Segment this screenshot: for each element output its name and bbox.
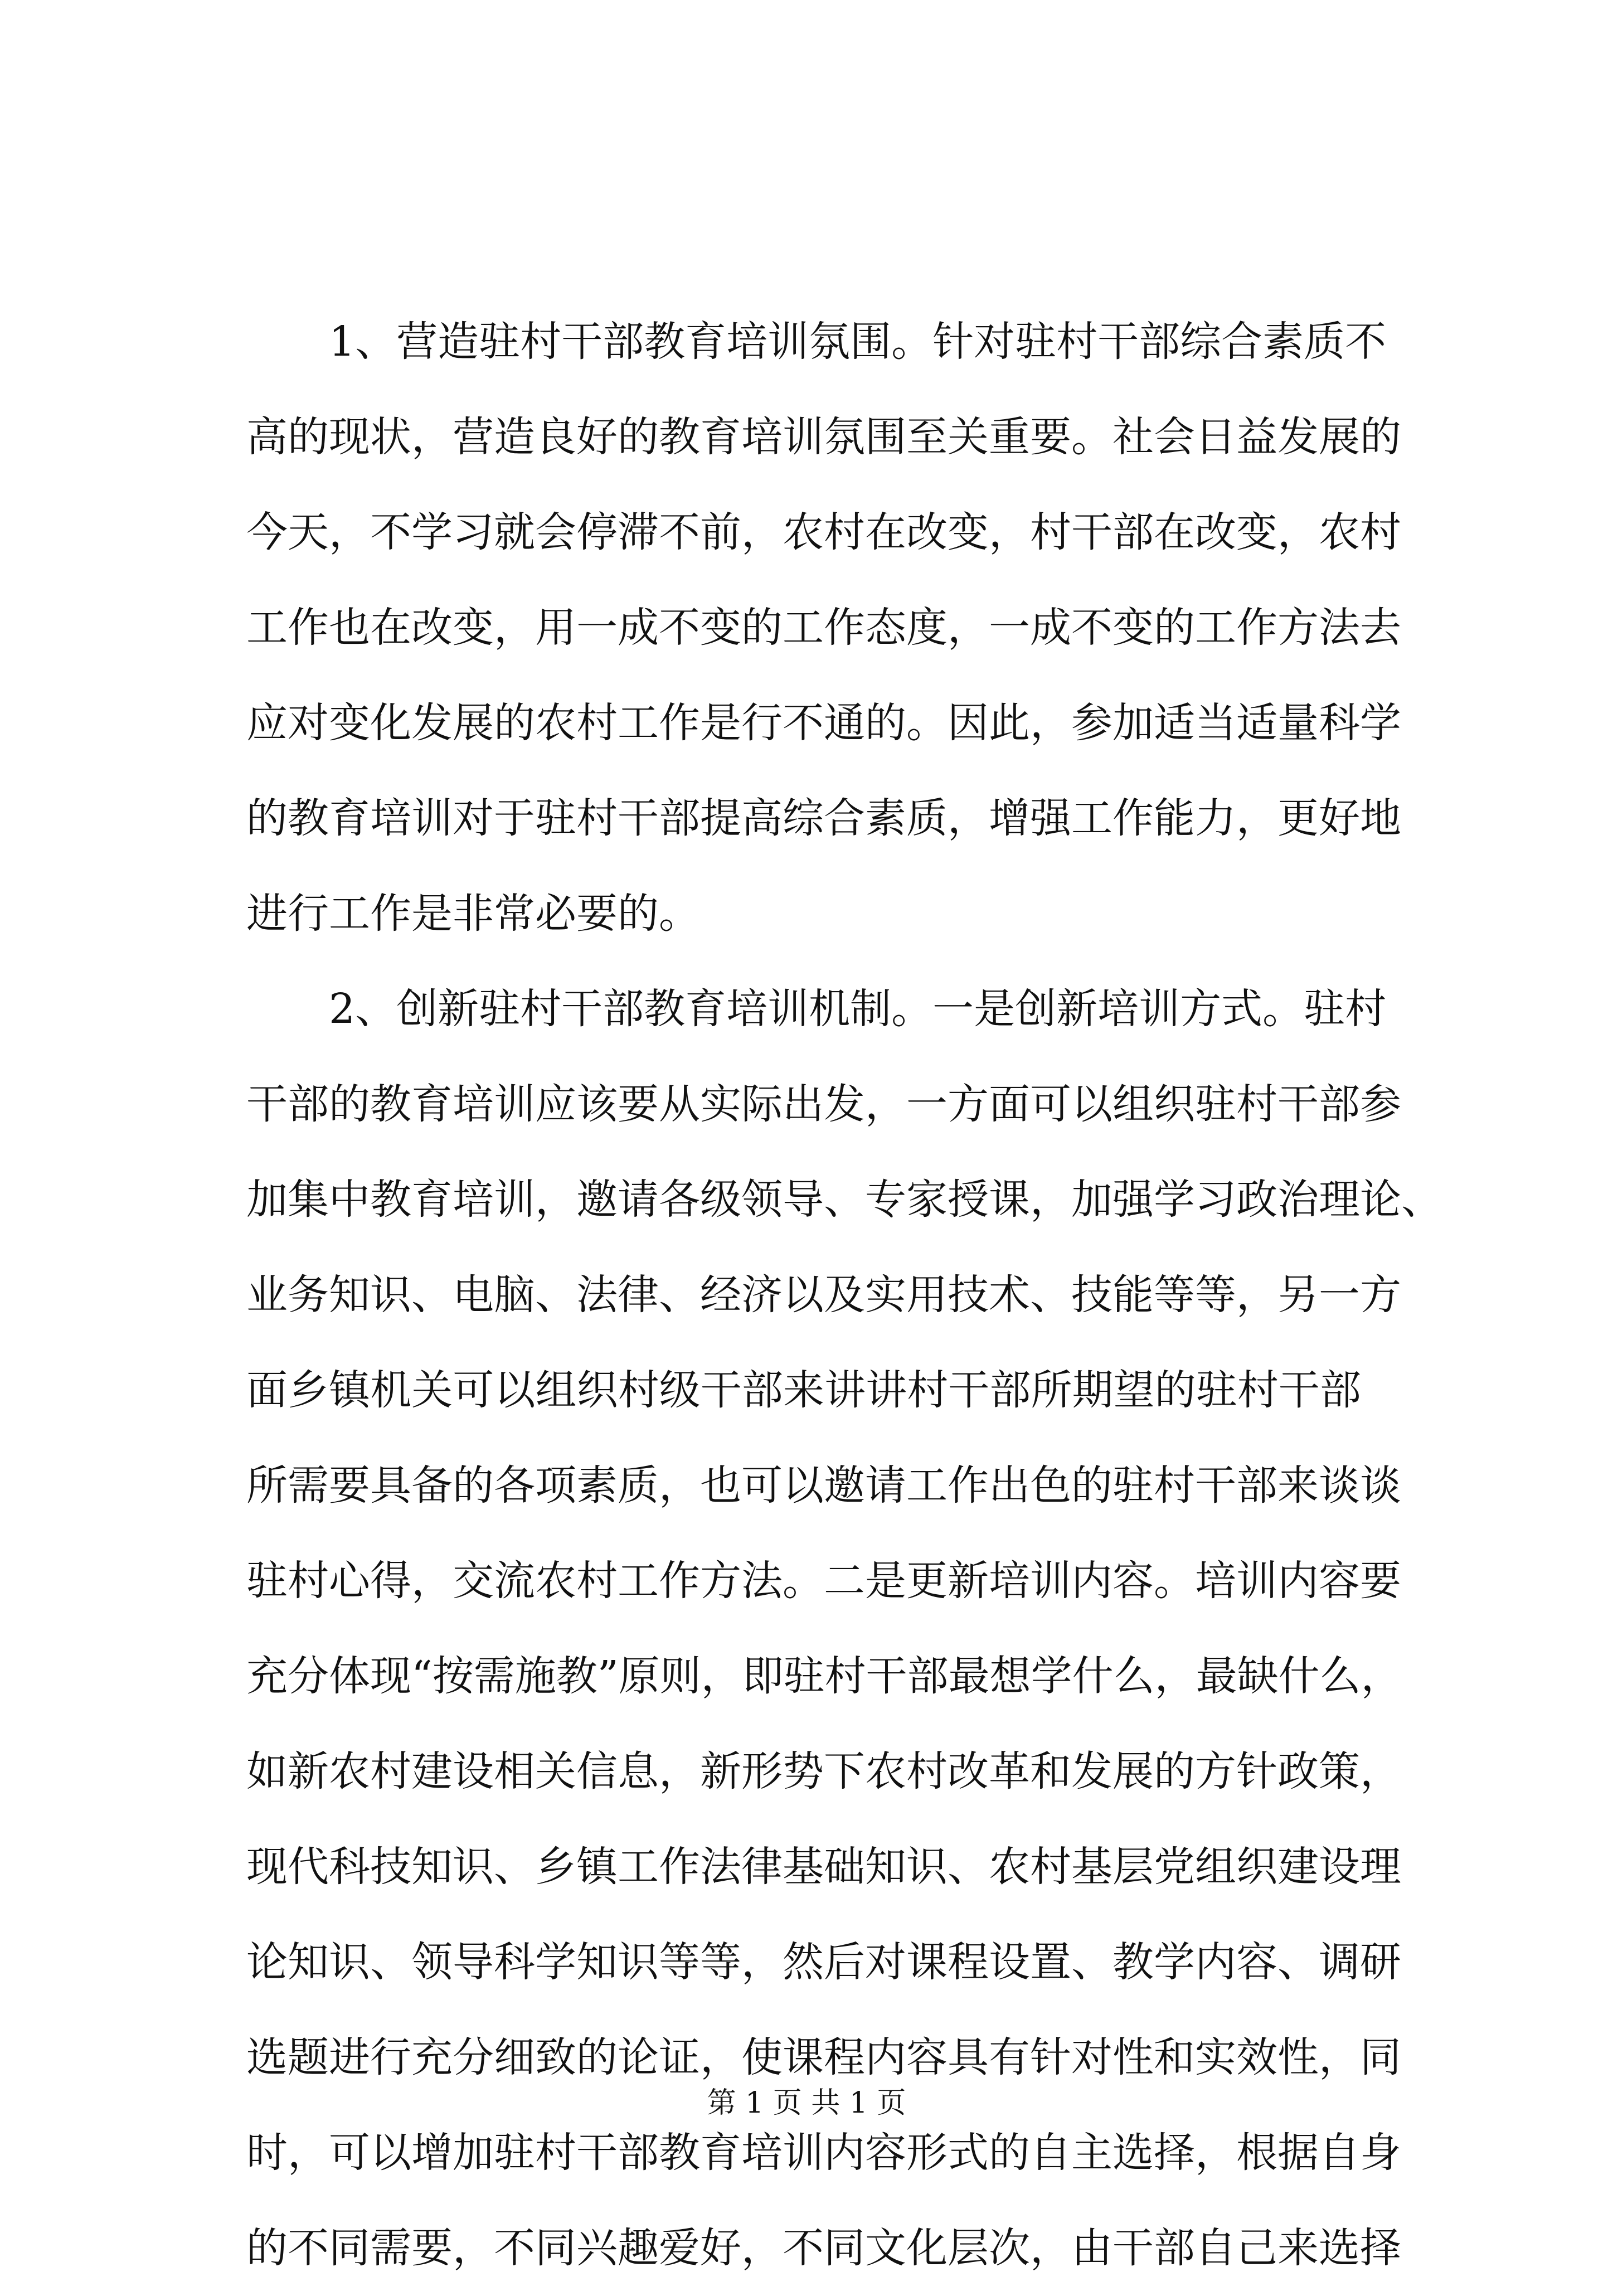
paragraph-line: 现代科技知识、乡镇工作法律基础知识、农村基层党组织建设理 <box>246 1843 1401 1891</box>
paragraph-line: 驻村心得，交流农村工作方法。二是更新培训内容。培训内容要 <box>246 1557 1401 1605</box>
paragraph-line: 1、营造驻村干部教育培训氛围。针对驻村干部综合素质不 <box>329 318 1387 366</box>
paragraph-line: 面乡镇机关可以组织村级干部来讲讲村干部所期望的驻村干部 <box>246 1366 1361 1414</box>
paragraph-line: 选题进行充分细致的论证，使课程内容具有针对性和实效性，同 <box>246 2033 1401 2081</box>
paragraph-line: 业务知识、电脑、法律、经济以及实用技术、技能等等，另一方 <box>246 1271 1401 1319</box>
page-number-footer: 第 1 页 共 1 页 <box>707 2086 906 2120</box>
paragraph-line: 今天，不学习就会停滞不前，农村在改变，村干部在改变，农村 <box>246 508 1401 556</box>
paragraph-line: 的不同需要，不同兴趣爱好，不同文化层次，由干部自己来选择 <box>246 2224 1401 2272</box>
paragraph-line: 的教育培训对于驻村干部提高综合素质，增强工作能力，更好地 <box>246 794 1401 842</box>
paragraph-line: 如新农村建设相关信息，新形势下农村改革和发展的方针政策， <box>246 1748 1401 1795</box>
paragraph-line: 进行工作是非常必要的。 <box>246 890 700 938</box>
paragraph-line: 2、创新驻村干部教育培训机制。一是创新培训方式。驻村 <box>329 985 1387 1033</box>
body-text <box>246 294 1442 2296</box>
paragraph-line: 工作也在改变，用一成不变的工作态度，一成不变的工作方法去 <box>246 604 1401 652</box>
paragraph-line: 论知识、领导科学知识等等，然后对课程设置、教学内容、调研 <box>246 1938 1401 1986</box>
paragraph-line: 应对变化发展的农村工作是行不通的。因此，参加适当适量科学 <box>246 699 1401 747</box>
paragraph-line: 所需要具备的各项素质，也可以邀请工作出色的驻村干部来谈谈 <box>246 1462 1401 1509</box>
paragraph-line: 时，可以增加驻村干部教育培训内容形式的自主选择，根据自身 <box>246 2129 1401 2177</box>
paragraph-line: 干部的教育培训应该要从实际出发，一方面可以组织驻村干部参 <box>246 1080 1401 1128</box>
paragraph-line: 加集中教育培训，邀请各级领导、专家授课，加强学习政治理论、 <box>246 1176 1442 1224</box>
paragraph-line: 高的现状，营造良好的教育培训氛围至关重要。社会日益发展的 <box>246 413 1401 461</box>
paragraph-line: 充分体现“按需施教”原则，即驻村干部最想学什么，最缺什么， <box>246 1652 1402 1700</box>
